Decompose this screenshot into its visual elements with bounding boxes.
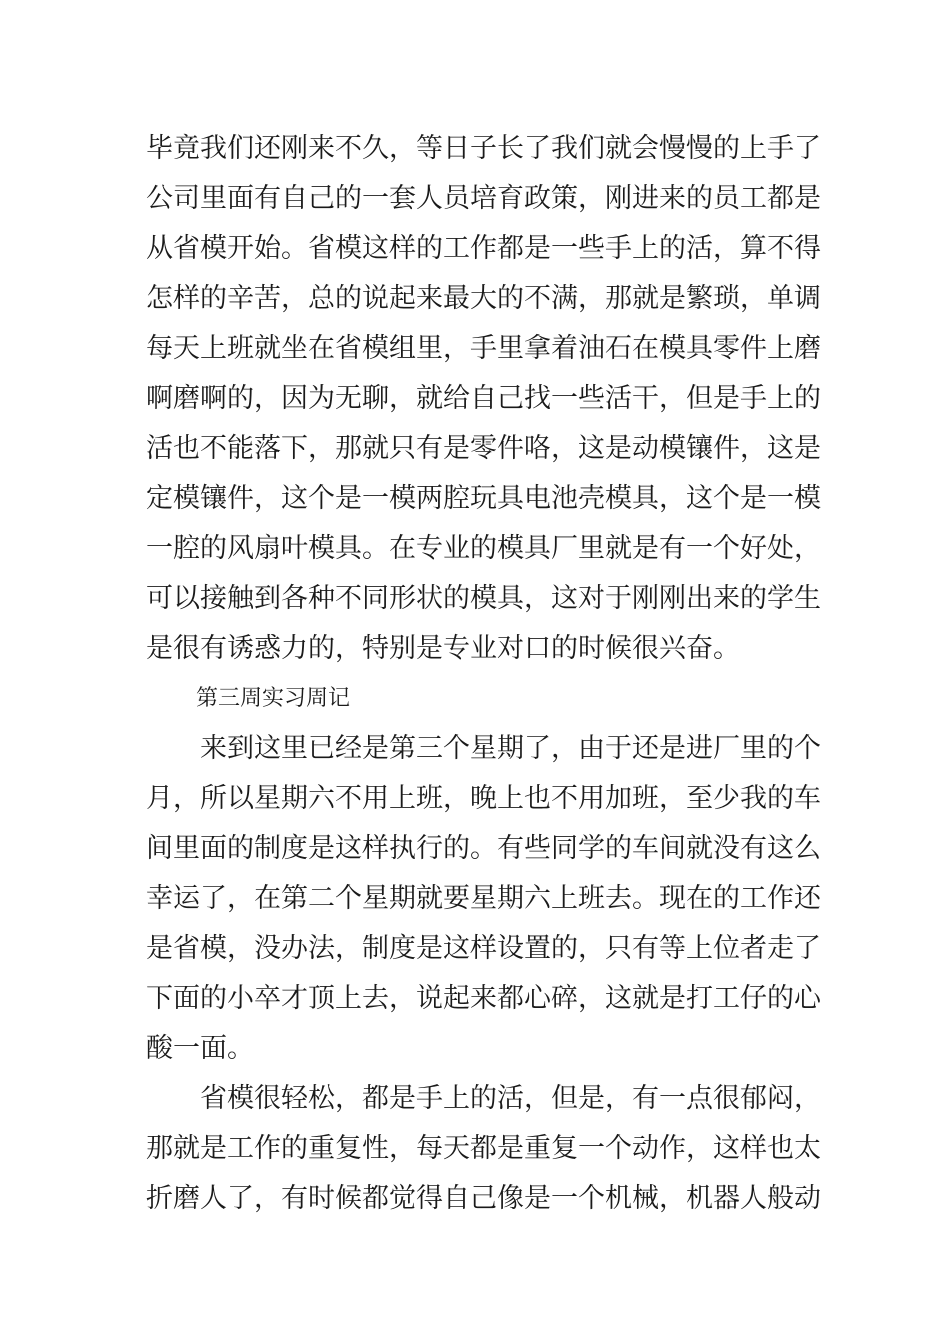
text-line: 一腔的风扇叶模具。在专业的模具厂里就是有一个好处， [146, 533, 821, 564]
text-line: 可以接触到各种不同形状的模具，这对于刚刚出来的学生 [146, 583, 821, 614]
section-heading: 第三周实习周记 [196, 686, 351, 711]
text-line: 省模很轻松，都是手上的活，但是，有一点很郁闷， [200, 1083, 821, 1114]
text-line: 每天上班就坐在省模组里，手里拿着油石在模具零件上磨 [146, 333, 821, 364]
text-line: 怎样的辛苦，总的说起来最大的不满，那就是繁琐，单调 [146, 283, 821, 314]
text-line: 毕竟我们还刚来不久，等日子长了我们就会慢慢的上手了 [146, 133, 821, 164]
text-line: 来到这里已经是第三个星期了，由于还是进厂里的个 [200, 733, 821, 764]
text-line: 啊磨啊的，因为无聊，就给自己找一些活干，但是手上的 [146, 383, 821, 414]
text-line: 下面的小卒才顶上去，说起来都心碎，这就是打工仔的心 [146, 983, 821, 1014]
text-line: 从省模开始。省模这样的工作都是一些手上的活，算不得 [146, 233, 821, 264]
text-line: 那就是工作的重复性，每天都是重复一个动作，这样也太 [146, 1133, 821, 1164]
text-line: 间里面的制度是这样执行的。有些同学的车间就没有这么 [146, 833, 821, 864]
text-line: 是很有诱惑力的，特别是专业对口的时候很兴奋。 [146, 633, 740, 664]
text-line: 折磨人了，有时候都觉得自己像是一个机械，机器人般动 [146, 1183, 821, 1214]
text-line: 定模镶件，这个是一模两腔玩具电池壳模具，这个是一模 [146, 483, 821, 514]
text-line: 幸运了，在第二个星期就要星期六上班去。现在的工作还 [146, 883, 821, 914]
text-line: 月，所以星期六不用上班，晚上也不用加班，至少我的车 [146, 783, 821, 814]
text-line: 是省模，没办法，制度是这样设置的，只有等上位者走了 [146, 933, 821, 964]
text-line: 活也不能落下，那就只有是零件咯，这是动模镶件，这是 [146, 433, 821, 464]
text-line: 公司里面有自己的一套人员培育政策，刚进来的员工都是 [146, 183, 821, 214]
text-line: 酸一面。 [146, 1033, 254, 1064]
